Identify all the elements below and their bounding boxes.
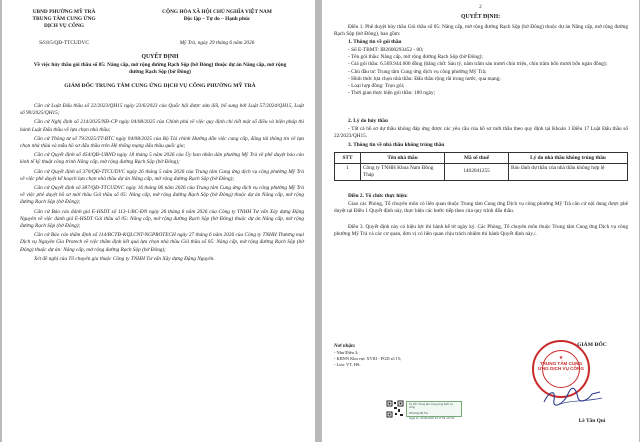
handwritten-signature [540,386,610,408]
decision-heading: QUYẾT ĐỊNH: [460,14,501,20]
basis-item: Căn cứ Quyết định số 387/QĐ-TTCUDVC ngày 16 tháng 06 năm 2026 của Trung tâm Cung ứng dịch vụ công phường Mỹ Trà về việc phê duyệt hồ sơ mời thầu Gói thầu số 05: Nâng cấp, mở rộng đường Rạch Sộp (bờ Đông) thuộc dự án Nâng cấp, mở rộng đường Rạch Sộp (bờ Đông); [20,185,304,206]
basis-item: Căn cứ Luật Đấu thầu số 22/2023/QH15 ngày 23/6/2023 của Quốc hội được sửa đổi, bổ sung bởi Luật 57/2024/QH15, Luật số 90/2025/QH15; [20,103,304,117]
basis-item: Căn cứ Báo cáo thẩm định số 114/BCTĐ-KQLCNT-NGPROTECH ngày 27 tháng 6 năm 2026 của Công ty TNHH Thương mại Dịch vụ Nguyên Gia Protech về việc thẩm định kết quả lựa chọn nhà thầu Gói thầu số 05: Nâng cấp, mở rộng đường Rạch Sộp (bờ Đông) thuộc dự án: Nâng cấp, mở rộng đường Rạch Sộp (bờ Đông); [20,232,304,253]
cell: Báo lãnh dự thầu của nhà thầu không hợp lệ [509,163,628,180]
basis-item: Căn cứ Quyết định số 370/QĐ-TTCUDVC ngày 26 tháng 5 năm 2026 của Trung tâm Cung ứng dịch vụ công phường Mỹ Trà về việc phê duyệt kế hoạch lựa chọn nhà thầu dự án Nâng cấp, mở rộng đường Rạch Sộp (bờ Đông); [20,168,304,182]
document-page-2 [322,0,639,442]
gói-thầu-item: - Chủ đầu tư: Trung tâm Cung ứng dịch vụ công phường Mỹ Trà; [348,68,487,75]
qr-code-icon [386,400,404,418]
recipient-item: - Như Điều 3; [334,350,359,355]
place-date: Mỹ Trà, ngày 29 tháng 6 năm 2026 [179,40,255,46]
article-2-heading: Điều 2. Tổ chức thực hiện: [348,193,408,199]
col-header: Mã số thuế [445,153,509,164]
article-2-text: Giao các Phòng, Tổ chuyên môn có liên quan thuộc Trung tâm Cung ứng Dịch vụ công phường Mỹ Trà căn cứ nội dung được phê duyệt tại Điều 1 Quyết định này, thực hiện các bước tiếp theo của quy trình đấu thầu. [334,201,628,215]
basis-item: Căn cứ Nghị định số 214/2025/NĐ-CP ngày 04/08/2025 của Chính phủ về việc quy định chi tiết một số điều và biện pháp thi hành Luật Đấu thầu về lựa chọn nhà thầu; [20,119,304,133]
section-2-heading: 2. Lý do hủy thầu [348,118,388,124]
article-3: Điều 3. Quyết định này có hiệu lực thi hành kể từ ngày ký. Các Phòng, Tổ chuyên môn thuộc Trung tâm Cung ứng Dịch vụ công phường Mỹ Trà và các cơ quan, đơn vị có liên quan chịu trách nhiệm thi hành Quyết định này./. [334,224,628,238]
doc-number: Số:8/5/QĐ-TTCUDVC [39,40,89,46]
digital-signature-line: Ngày ký: 29-06-2026 16:17:29 +07:00 [409,417,455,421]
sign-title: GIÁM ĐỐC [577,342,607,348]
basis-item: Căn cứ Quyết định số 454/QĐ-UBND ngày 18 tháng 5 năm 2026 của Ủy ban nhân dân phường Mỹ Trà về phê duyệt báo cáo kinh tế kỹ thuật công trình Nâng cấp, mở rộng đường Rạch Sộp (bờ Đông); [20,152,304,166]
recipients-title: Nơi nhận: [334,344,356,349]
col-header: STT [335,153,361,164]
document-page-1 [2,0,315,442]
digital-signature-line: Phường Mỹ Trà [409,411,428,415]
recipient-item: - Lưu: VT, HS. [334,362,361,367]
nation-header [122,9,312,23]
star-icon: ★ [558,356,564,361]
gói-thầu-item: - Thời gian thực hiện gói thầu: 180 ngày; [348,90,436,97]
section-1-items [334,47,628,97]
nation-line-1: CỘNG HÒA XÃ HỘI CHỦ NGHĨA VIỆT NAM [162,9,272,15]
basis-item: Căn cứ Thông tư số 79/2025/TT-BTC ngày 04/08/2025 của Bộ Tài chính Hướng dẫn việc cung cấp, đăng tải thông tin về lựa chọn nhà thầu và mẫu hồ sơ đấu thầu trên Hệ thống mạng đấu thầu quốc gia; [20,135,304,150]
org-line-3: DỊCH VỤ CÔNG [44,23,84,30]
org-line-1: UBND PHƯỜNG MỸ TRÀ [32,9,96,15]
table-row [335,163,628,180]
recipients-list [334,350,464,368]
director-title: GIÁM ĐỐC TRUNG TÂM CUNG ỨNG DỊCH VỤ CÔNG PHƯỜNG MỸ TRÀ [64,83,256,89]
gói-thầu-item: - Tên gói thầu: Nâng cấp, mở rộng đường Rạch Sộp (bờ Đông); [348,54,483,61]
section-1-heading: 1. Thông tin về gói thầu [348,39,402,45]
gói-thầu-item: - Số E-TBMT: IB2600293452 - 00; [348,47,424,53]
page-number: 2 [479,4,482,10]
article-1: Điều 1. Phê duyệt hủy thầu Gói thầu số 05: Nâng cấp, mở rộng đường Rạch Sộp (bờ Đông) thuộc dự án Nâng cấp, mở rộng đường Rạch Sộp (bờ Đông), bao gồm: [334,24,628,38]
cell: Công ty TNHH Khoa Nam Đồng Tháp [361,163,445,180]
cell: 1402041255 [445,163,509,180]
col-header: Tên nhà thầu [361,153,445,164]
section-3-heading: 3. Thông tin về nhà thầu không trúng thầu [348,142,445,148]
legal-basis [20,103,304,263]
section-2-text: - Tất cả hồ sơ dự thầu không đáp ứng được các yêu cầu của hồ sơ mời thầu theo quy định tại Khoản 1 Điều 17 Luật Đấu thầu số 22/2023/QH15. [334,126,628,140]
bidder-table [334,152,628,181]
gói-thầu-item: - Hình thức lựa chọn nhà thầu: Đấu thầu rộng rãi trong nước, qua mạng; [348,75,501,82]
gói-thầu-item: - Giá gói thầu: 6.569.944.000 đồng (bằng chữ: Sáu tỷ, năm trăm sáu mươi chín triệu, chín trăm bốn mươi bốn ngàn đồng); [348,61,608,68]
gói-thầu-item: - Loại hợp đồng: Trọn gói; [348,83,405,90]
decision-subject: Về việc hủy thầu gói thầu số 05: Nâng cấp, mở rộng đường Rạch Sộp (bờ Đông) thuộc dự án Nâng cấp, mở rộng đường Rạch Sộp (bờ Đông) [33,62,287,76]
col-header: Lý do nhà thầu không trúng thầu [509,153,628,164]
cell: 1 [335,163,361,180]
decision-title: QUYẾT ĐỊNH [141,54,179,60]
stamp-text: TRUNG TÂM CUNG ỨNG DỊCH VỤ CÔNG [538,361,584,372]
digital-signature-box [406,401,462,421]
nation-line-2: Độc lập – Tự do – Hạnh phúc [183,16,251,23]
recipient-item: - KBNN Khu vực XVIII - PGD số 15; [334,356,402,361]
basis-item: Căn cứ Báo cáo đánh giá E-HSDT số 113-1/BC-ĐN ngày 26 tháng 6 năm 2026 của Công ty TNHH Tư vấn Xây dựng Đặng Nguyên về việc đánh giá E-HSDT Gói thầu số 05: Nâng cấp, mở rộng đường Rạch Sộp (bờ Đông) thuộc dự án Nâng cấp, mở rộng đường Rạch Sộp (bờ Đông); [20,208,304,230]
org-header [10,9,118,31]
signer-name: Lê Tấn Qui [578,418,606,424]
basis-item: Xét đề nghị của Tổ chuyên gia thuộc Công ty TNHH Tư vấn Xây dựng Đặng Nguyên. [34,255,215,262]
table-header-row [335,153,628,164]
org-line-2: TRUNG TÂM CUNG ỨNG [32,16,96,23]
digital-signature-line: Ký bởi: Trung tâm Cung ứng Dịch vụ công [409,403,453,410]
